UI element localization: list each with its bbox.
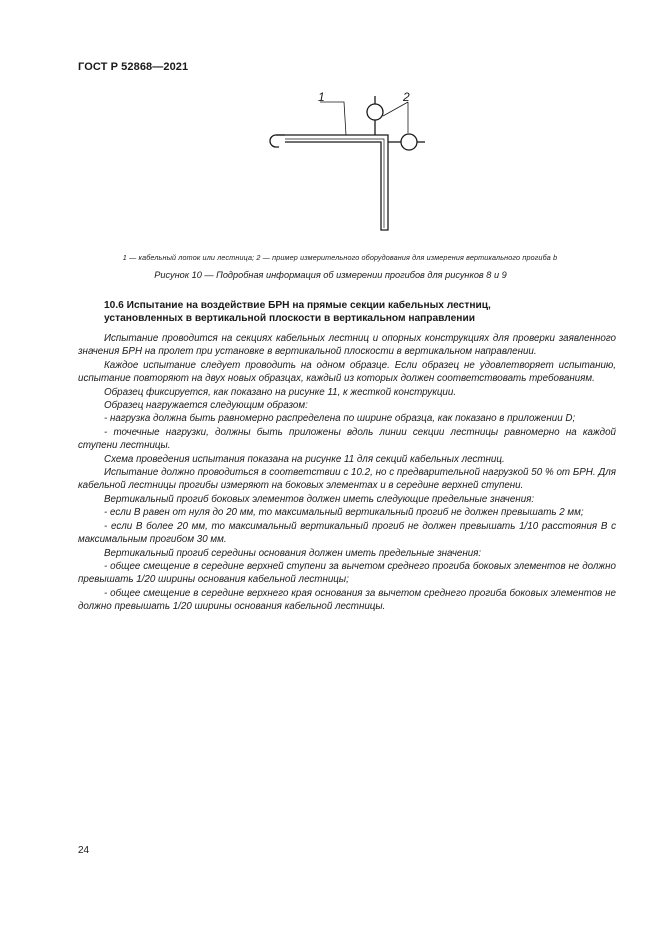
paragraph: Испытание должно проводиться в соответствии с 10.2, но с предварительной нагрузкой 50 % от БРН. Для кабельной лестницы прогибы измеряют на боковых элементах и в середине верхней ступени. — [78, 467, 616, 492]
callout-2-leader-a — [383, 102, 408, 116]
paragraph: Каждое испытание следует проводить на одном образце. Если образец не удовлетворяет испытанию, испытание повторяют на двух новых образцах, каждый из которых должен соответствовать требованиям. — [78, 359, 616, 385]
figure-caption: Рисунок 10 — Подробная информация об измерении прогибов для рисунков 8 и 9 — [154, 270, 507, 280]
paragraph: Вертикальный прогиб середины основания должен иметь предельные значения: — [104, 547, 482, 559]
document-header: ГОСТ Р 52868—2021 — [78, 61, 189, 73]
tray-hook-outline — [270, 135, 285, 147]
paragraph: Испытание проводится на секциях кабельных лестниц и опорных конструкциях для проверки заявленного значения БРН на пролет при установке в вертикальной плоскости в вертикальном направлении. — [78, 333, 616, 358]
section-title-line-1: 10.6 Испытание на воздействие БРН на прямые секции кабельных лестниц, — [104, 300, 491, 311]
section-body — [78, 332, 616, 614]
callout-1-label: 1 — [318, 90, 325, 104]
deflection-measurement-figure — [262, 88, 432, 238]
section-title — [104, 299, 574, 325]
tray-inner-line — [285, 139, 384, 228]
paragraph: Схема проведения испытания показана на рисунке 11 для секций кабельных лестниц. — [104, 453, 505, 465]
dial-gauge-top-icon — [367, 104, 383, 120]
callout-1-leader — [320, 102, 346, 135]
dial-gauge-side-icon — [401, 134, 417, 150]
tray-outer-outline — [276, 135, 388, 230]
paragraph: - нагрузка должна быть равномерно распределена по ширине образца, как показано в приложении D; — [104, 413, 576, 425]
section-title-line-2: установленных в вертикальной плоскости в вертикальном направлении — [104, 313, 475, 324]
paragraph: Образец нагружается следующим образом: — [104, 400, 308, 412]
paragraph: - точечные нагрузки, должны быть приложены вдоль линии секции лестницы равномерно на каждой ступени лестницы. — [78, 426, 616, 452]
callout-2-label: 2 — [403, 90, 410, 104]
paragraph: - общее смещение в середине верхней ступени за вычетом среднего прогиба боковых элементов не должно превышать 1/20 ширины основания кабельной лестницы; — [78, 560, 616, 586]
figure-legend: 1 — кабельный лоток или лестница; 2 — пример измерительного оборудования для измерения вертикального прогиба b — [122, 253, 558, 262]
paragraph: - общее смещение в середине верхнего края основания за вычетом среднего прогиба боковых элементов не должно превышать 1/20 ширины основания кабельной лестницы. — [78, 587, 616, 613]
paragraph: - если B равен от нуля до 20 мм, то максимальный вертикальный прогиб не должен превышать 2 мм; — [104, 507, 584, 519]
paragraph: - если B более 20 мм, то максимальный вертикальный прогиб не должен превышать 1/10 расстояния B с максимальным прогибом 30 мм. — [78, 520, 616, 546]
page-number: 24 — [78, 845, 90, 856]
paragraph: Вертикальный прогиб боковых элементов должен иметь следующие предельные значения: — [104, 493, 535, 505]
paragraph: Образец фиксируется, как показано на рисунке 11, к жесткой конструкции. — [104, 386, 457, 398]
